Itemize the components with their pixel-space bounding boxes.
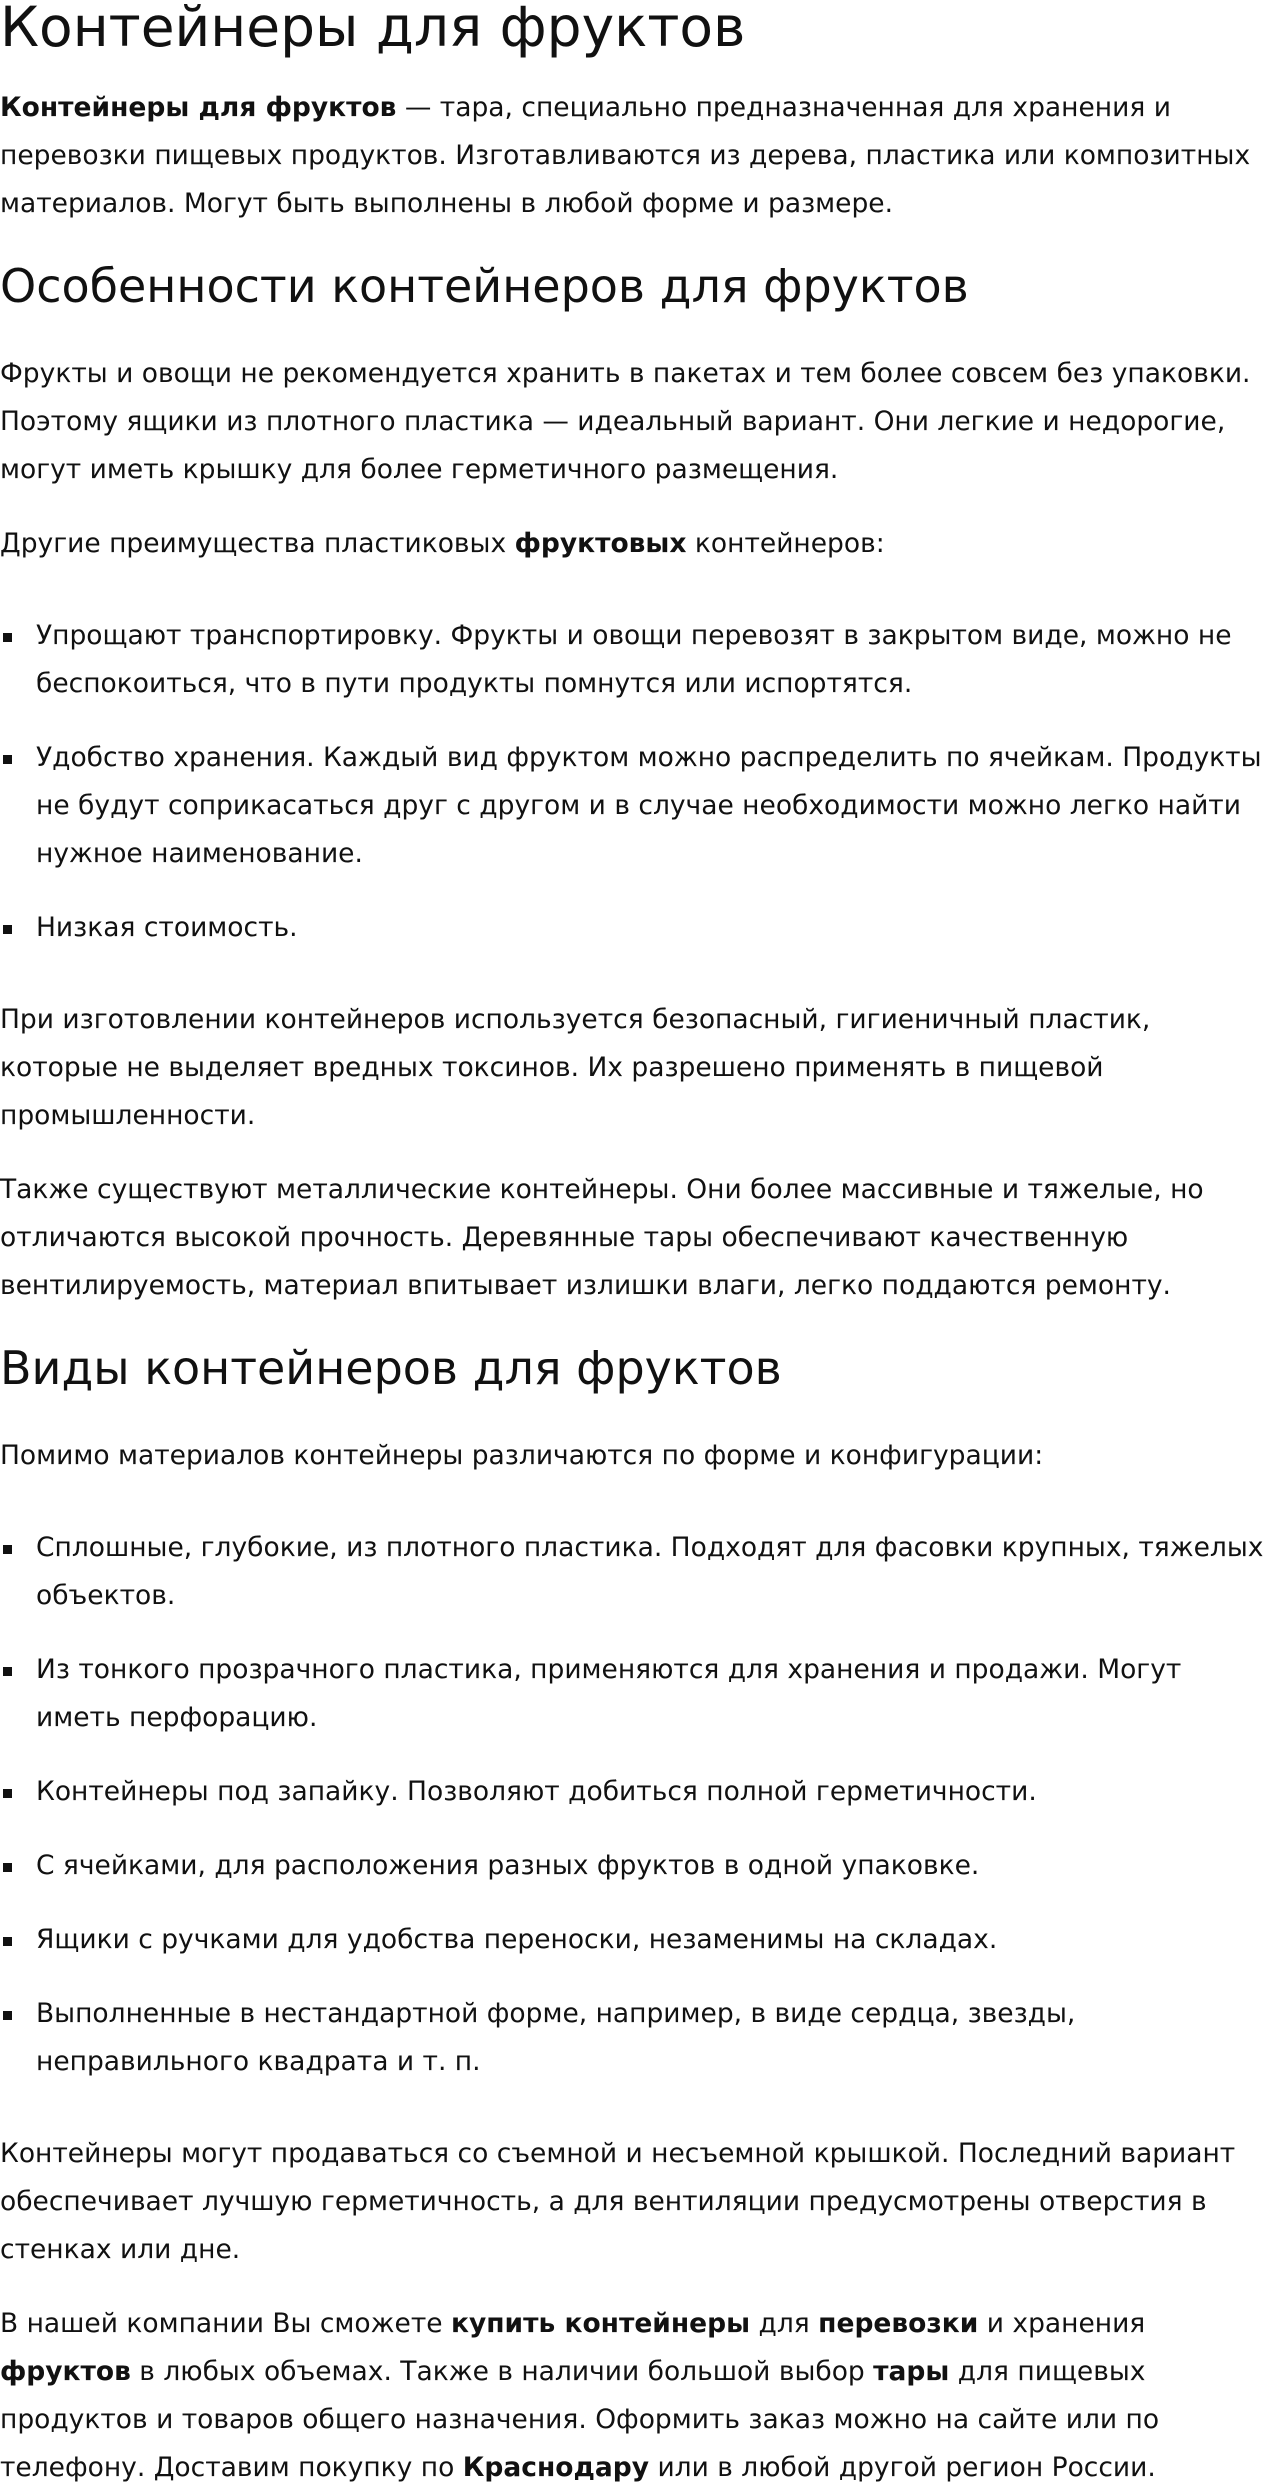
bullet-square-icon	[3, 1863, 12, 1872]
bullet-square-icon	[3, 1545, 12, 1554]
page-title: Контейнеры для фруктов	[0, 0, 746, 59]
advantages-list	[0, 612, 1270, 952]
types-paragraph-2: Контейнеры могут продаваться со съемной и несъемной крышкой. Последний вариант обеспечивает лучшую герметичность, а для вентиляции предусмотрены отверстия в стенках или дне.	[0, 2138, 1236, 2265]
bold-keyword: Краснодару	[462, 2452, 650, 2483]
list-item	[0, 1990, 1270, 2086]
list-item-text: Удобство хранения. Каждый вид фруктом можно распределить по ячейкам. Продукты не будут соприкасаться друг с другом и в случае необходимости можно легко найти нужное наименование.	[36, 742, 1262, 869]
list-item	[0, 1524, 1270, 1620]
bullet-square-icon	[3, 2011, 12, 2020]
types-list	[0, 1524, 1270, 2086]
text-fragment: для	[750, 2308, 819, 2339]
features-paragraph-4: Также существуют металлические контейнеры. Они более массивные и тяжелые, но отличаются высокой прочность. Деревянные тары обеспечивают качественную вентилируемость, материал впитывает излишки влаги, легко поддаются ремонту.	[0, 1174, 1204, 1301]
bullet-square-icon	[3, 1937, 12, 1946]
text-fragment: для пищевых продуктов и товаров общего назначения. Оформить заказ можно на сайте или по телефону. Доставим покупку по	[0, 2356, 1160, 2483]
bold-keyword: купить контейнеры	[450, 2308, 751, 2339]
text-fragment: в любых объемах. Также в наличии большой выбор	[130, 2356, 874, 2387]
types-paragraph-3	[0, 2300, 1270, 2492]
section-heading-features: Особенности контейнеров для фруктов	[0, 259, 969, 313]
features-p2-bold: фруктовых	[514, 528, 687, 559]
list-item	[0, 904, 1270, 952]
section-heading-types: Виды контейнеров для фруктов	[0, 1341, 782, 1395]
intro-bold-term: Контейнеры для фруктов	[0, 92, 397, 123]
types-paragraph-1: Помимо материалов контейнеры различаются по форме и конфигурации:	[0, 1440, 1044, 1471]
list-item	[0, 1646, 1270, 1742]
bold-keyword: перевозки	[818, 2308, 979, 2339]
list-item	[0, 612, 1270, 708]
features-paragraph-2	[0, 520, 1270, 568]
intro-paragraph	[0, 84, 1270, 228]
list-item-text: Из тонкого прозрачного пластика, применяются для хранения и продажи. Могут иметь перфорацию.	[36, 1654, 1182, 1733]
list-item	[0, 1916, 1270, 1964]
text-fragment: или в любой другой регион России.	[649, 2452, 1156, 2483]
bullet-square-icon	[3, 633, 12, 642]
bullet-square-icon	[3, 1789, 12, 1798]
list-item-text: Упрощают транспортировку. Фрукты и овощи перевозят в закрытом виде, можно не беспокоиться, что в пути продукты помнутся или испортятся.	[36, 620, 1232, 699]
list-item-text: Сплошные, глубокие, из плотного пластика. Подходят для фасовки крупных, тяжелых объектов.	[36, 1532, 1264, 1611]
bold-keyword: тары	[873, 2356, 950, 2387]
features-p2-before: Другие преимущества пластиковых	[0, 528, 515, 559]
list-item-text: Выполненные в нестандартной форме, например, в виде сердца, звезды, неправильного квадрата и т. п.	[36, 1998, 1076, 2077]
list-item	[0, 734, 1270, 878]
features-p2-after: контейнеров:	[686, 528, 885, 559]
intro-text: — тара, специально предназначенная для хранения и перевозки пищевых продуктов. Изготавливаются из дерева, пластика или композитных материалов. Могут быть выполнены в любой форме и размере.	[0, 92, 1251, 219]
features-paragraph-1: Фрукты и овощи не рекомендуется хранить в пакетах и тем более совсем без упаковки. Поэтому ящики из плотного пластика — идеальный вариант. Они легкие и недорогие, могут иметь крышку для более герметичного размещения.	[0, 358, 1251, 485]
text-fragment: и хранения	[978, 2308, 1146, 2339]
bold-keyword: фруктов	[0, 2356, 131, 2387]
list-item-text: Контейнеры под запайку. Позволяют добиться полной герметичности.	[36, 1776, 1037, 1807]
features-paragraph-3: При изготовлении контейнеров используется безопасный, гигиеничный пластик, которые не выделяет вредных токсинов. Их разрешено применять в пищевой промышленности.	[0, 1004, 1151, 1131]
text-fragment: В нашей компании Вы сможете	[0, 2308, 451, 2339]
bullet-square-icon	[3, 925, 12, 934]
bullet-square-icon	[3, 1667, 12, 1676]
list-item-text: Низкая стоимость.	[36, 912, 298, 943]
list-item	[0, 1768, 1270, 1816]
list-item-text: Ящики с ручками для удобства переноски, незаменимы на складах.	[36, 1924, 998, 1955]
list-item-text: С ячейками, для расположения разных фруктов в одной упаковке.	[36, 1850, 980, 1881]
bullet-square-icon	[3, 755, 12, 764]
list-item	[0, 1842, 1270, 1890]
